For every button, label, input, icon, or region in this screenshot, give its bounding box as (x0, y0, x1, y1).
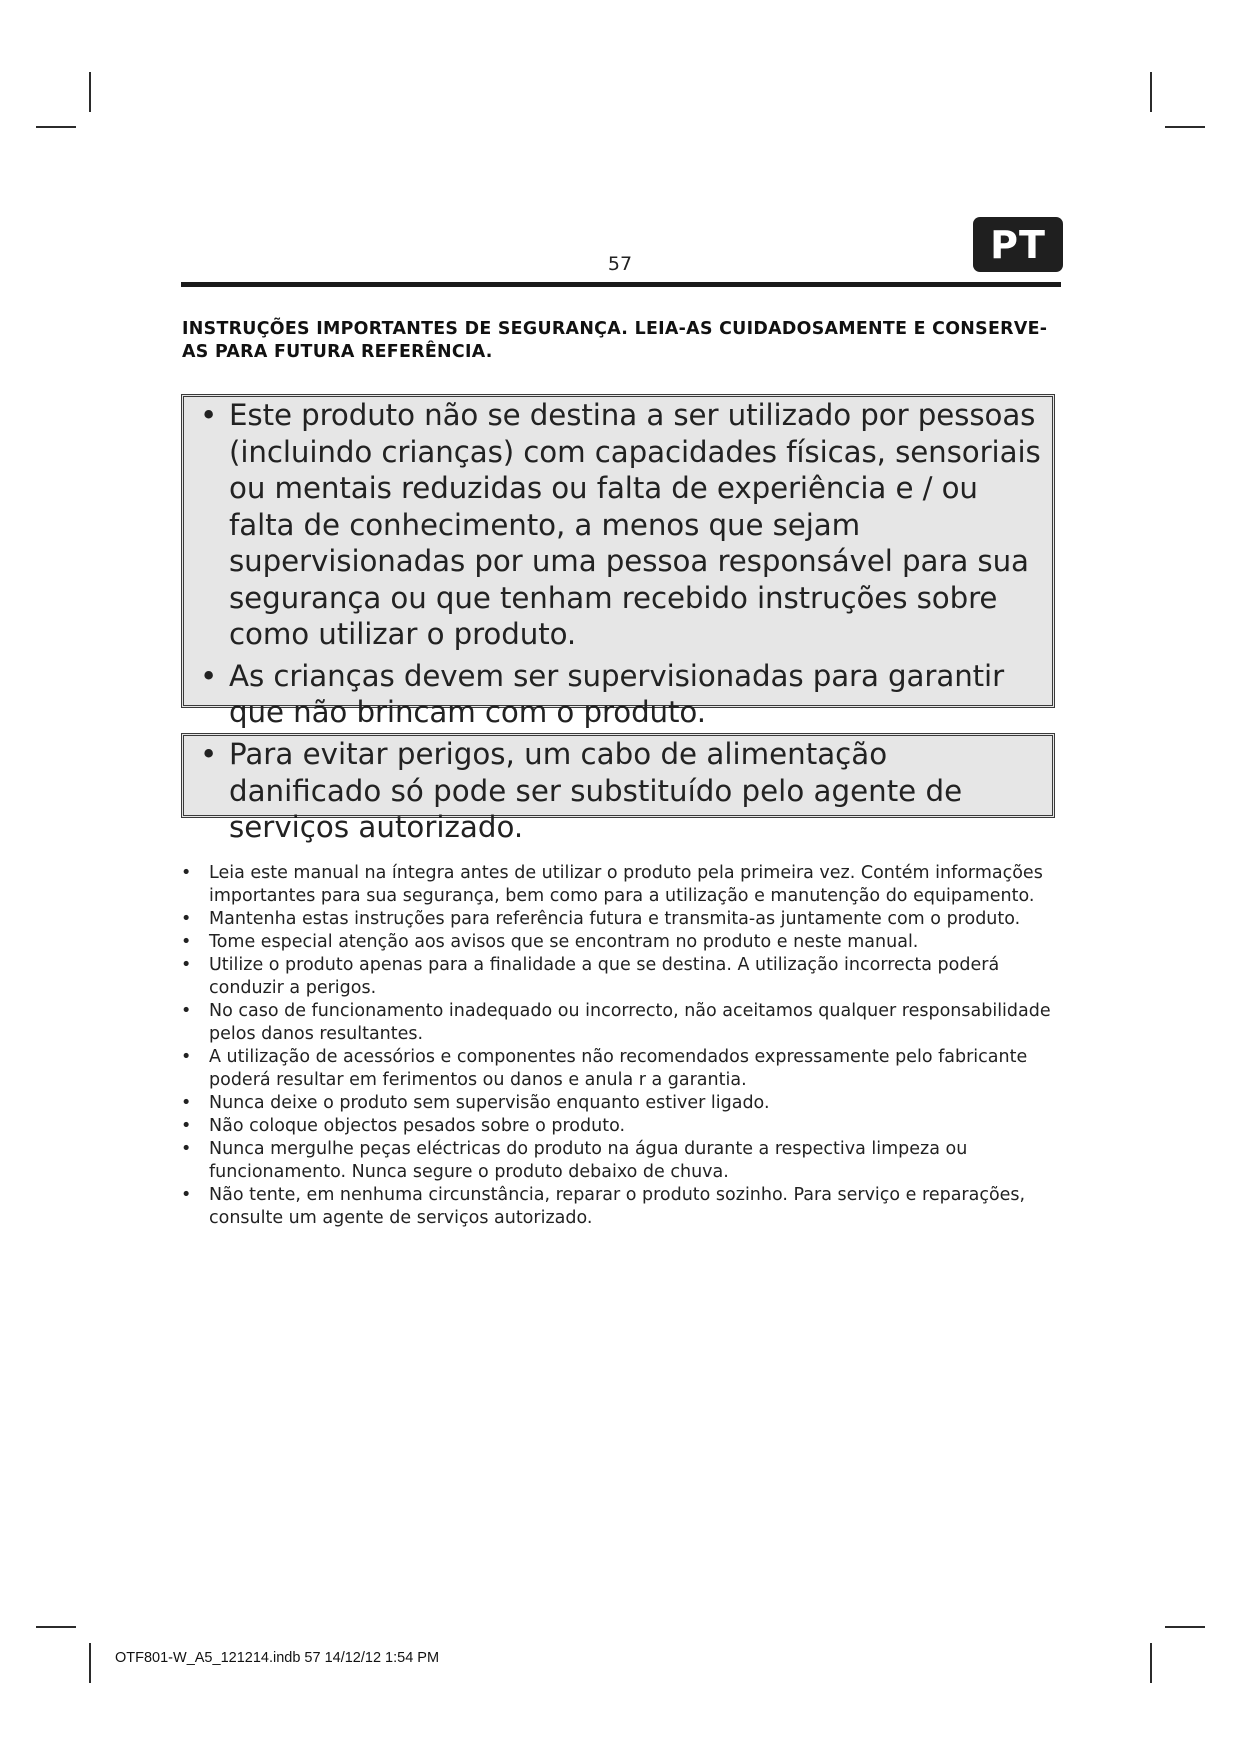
crop-mark-bottom-right-horizontal (1165, 1626, 1205, 1628)
list-item (181, 862, 1061, 908)
warning-list-2 (184, 736, 1052, 846)
bullet-icon: • (181, 1116, 192, 1136)
crop-mark-top-right-horizontal (1165, 126, 1205, 128)
list-item (181, 1046, 1061, 1092)
list-item (181, 1092, 1061, 1115)
warning-item (184, 658, 1052, 731)
crop-mark-top-right-vertical (1150, 72, 1152, 112)
crop-mark-top-left-horizontal (36, 126, 76, 128)
list-item-text: Não tente, em nenhuma circunstância, reparar o produto sozinho. Para serviço e reparações, consulte um agente de serviços autorizado. (209, 1185, 1026, 1228)
list-item (181, 908, 1061, 931)
crop-mark-top-left-vertical (89, 72, 91, 112)
list-item-text: No caso de funcionamento inadequado ou incorrecto, não aceitamos qualquer responsabilidade pelos danos resultantes. (209, 1001, 1051, 1044)
crop-mark-bottom-left-vertical (89, 1643, 91, 1683)
list-item (181, 1184, 1061, 1230)
list-item (181, 1115, 1061, 1138)
bullet-icon: • (181, 1047, 192, 1067)
warning-item-text: Este produto não se destina a ser utilizado por pessoas (incluindo crianças) com capacidades físicas, sensoriais ou mentais reduzidas ou falta de experiência e / ou falta de conhecimento, a menos que sejam supervisionadas por uma pessoa responsável para sua segurança ou que tenham recebido instruções sobre como utilizar o produto. (229, 398, 1041, 651)
bullet-icon: • (181, 1001, 192, 1021)
bullet-icon: • (181, 955, 192, 975)
safety-instructions-list (181, 862, 1061, 1230)
bullet-icon: • (181, 1093, 192, 1113)
bullet-icon: • (181, 932, 192, 952)
language-tab: PT (973, 217, 1063, 272)
crop-mark-bottom-left-horizontal (36, 1626, 76, 1628)
list-item-text: Mantenha estas instruções para referência futura e transmita-as juntamente com o produto. (209, 909, 1021, 929)
header-rule (181, 282, 1061, 287)
bullet-icon: • (181, 1185, 192, 1205)
warning-item-text: Para evitar perigos, um cabo de alimentação danificado só pode ser substituído pelo agente de serviços autorizado. (229, 737, 963, 844)
warning-item (184, 397, 1052, 653)
bullet-icon: • (181, 1139, 192, 1159)
list-item-text: Utilize o produto apenas para a finalidade a que se destina. A utilização incorrecta poderá conduzir a perigos. (209, 955, 1000, 998)
page-number: 57 (607, 253, 633, 275)
list-item (181, 1000, 1061, 1046)
bullet-icon: • (181, 863, 192, 883)
list-item-text: Não coloque objectos pesados sobre o produto. (209, 1116, 626, 1136)
list-item-text: Nunca deixe o produto sem supervisão enquanto estiver ligado. (209, 1093, 770, 1113)
warning-box-1 (181, 394, 1055, 729)
crop-mark-bottom-right-vertical (1150, 1643, 1152, 1683)
list-item-text: A utilização de acessórios e componentes não recomendados expressamente pelo fabricante poderá resultar em ferimentos ou danos e anula r a garantia. (209, 1047, 1028, 1090)
print-imprint: OTF801-W_A5_121214.indb 57 14/12/12 1:54 PM (115, 1650, 440, 1666)
list-item-text: Leia este manual na íntegra antes de utilizar o produto pela primeira vez. Contém informações importantes para sua segurança, bem como para a utilização e manutenção do equipamento. (209, 863, 1043, 906)
warning-box-2 (181, 733, 1055, 844)
bullet-icon: • (181, 909, 192, 929)
list-item (181, 931, 1061, 954)
bullet-icon: • (200, 398, 218, 432)
list-item (181, 1138, 1061, 1184)
warning-item (184, 736, 1052, 846)
bullet-icon: • (200, 737, 218, 771)
list-item (181, 954, 1061, 1000)
warning-list-1 (184, 397, 1052, 731)
warning-item-text: As crianças devem ser supervisionadas para garantir que não brincam com o produto. (229, 658, 1005, 729)
section-heading: INSTRUÇÕES IMPORTANTES DE SEGURANÇA. LEIA-AS CUIDADOSAMENTE E CONSERVE-AS PARA FUTURA REFERÊNCIA. (182, 319, 1048, 362)
list-item-text: Tome especial atenção aos avisos que se encontram no produto e neste manual. (209, 932, 919, 952)
bullet-icon: • (200, 658, 218, 693)
list-item-text: Nunca mergulhe peças eléctricas do produto na água durante a respectiva limpeza ou funcionamento. Nunca segure o produto debaixo de chuva. (209, 1139, 968, 1182)
